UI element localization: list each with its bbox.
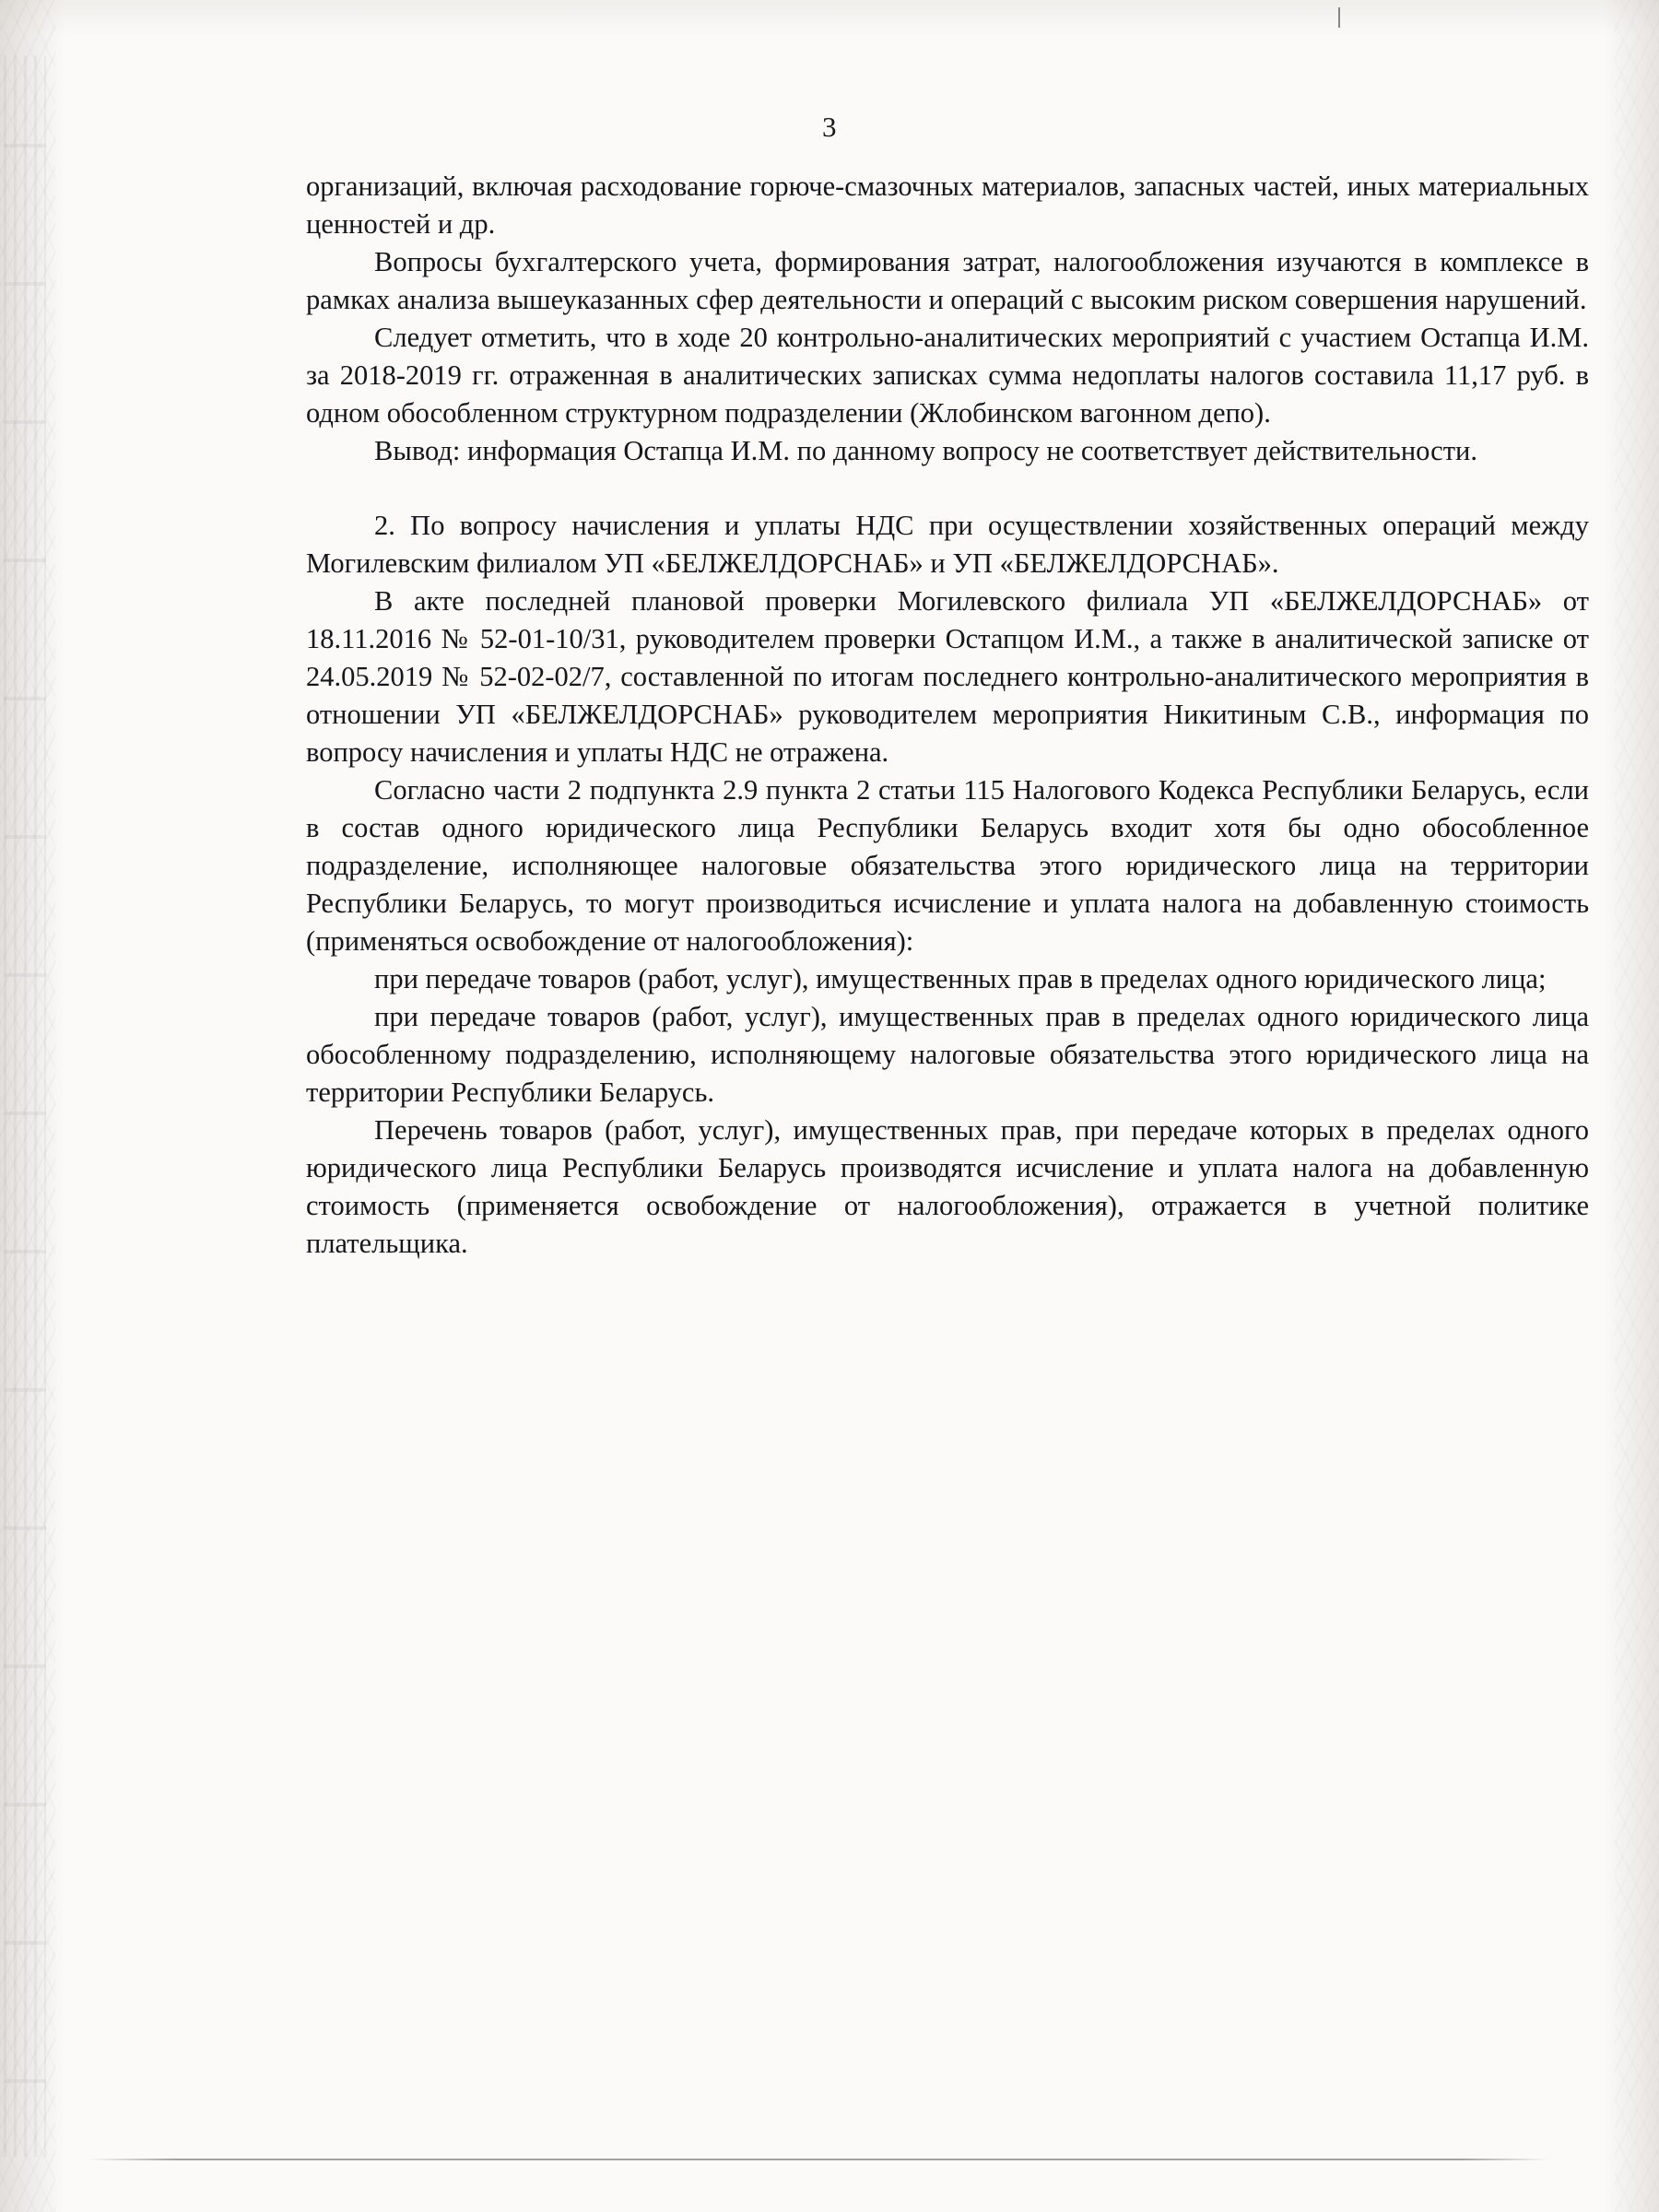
paragraph-3: Следует отметить, что в ходе 20 контрольно-аналитических мероприятий с участием Остапца И.М. за 2018-2019 гг. отраженная в аналитических записках сумма недоплаты налогов составила 11,17 руб. в одном обособленном структурном подразделении (Жлобинском вагонном депо).	[306, 322, 1589, 429]
paragraph-7: Согласно части 2 подпункта 2.9 пункта 2 статьи 115 Налогового Кодекса Республики Беларусь, если в состав одного юридического лица Республики Беларусь входит хотя бы одно обособленное подразделение, исполняющее налоговые обязательства этого юридического лица на территории Республики Беларусь, то могут производиться исчисление и уплата налога на добавленную стоимость (применяться освобождение от налогообложения):	[306, 774, 1589, 958]
paragraph-8: при передаче товаров (работ, услуг), имущественных прав в пределах одного юридического лица;	[374, 963, 1547, 995]
paragraph-5-section-2-heading: 2. По вопросу начисления и уплаты НДС при осуществлении хозяйственных операций между Могилевским филиалом УП «БЕЛЖЕЛДОРСНАБ» и УП «БЕЛЖЕЛДОРСНАБ».	[306, 510, 1589, 580]
paragraph-9: при передаче товаров (работ, услуг), имущественных прав в пределах одного юридического лица обособленному подразделению, исполняющему налоговые обязательства этого юридического лица на территории Республики Беларусь.	[306, 1001, 1589, 1109]
paragraph-1: организаций, включая расходование горюче-смазочных материалов, запасных частей, иных материальных ценностей и др.	[306, 171, 1589, 241]
paragraph-4: Вывод: информация Остапца И.М. по данному вопросу не соответствует действительности.	[374, 435, 1477, 467]
paragraph-6: В акте последней плановой проверки Могилевского филиала УП «БЕЛЖЕЛДОРСНАБ» от 18.11.2016 № 52-01-10/31, руководителем проверки Остапцом И.М., а также в аналитической записке от 24.05.2019 № 52-02-02/7, составленной по итогам последнего контрольно-аналитического мероприятия в отношении УП «БЕЛЖЕЛДОРСНАБ» руководителем мероприятия Никитиным С.В., информация по вопросу начисления и уплаты НДС не отражена.	[306, 585, 1589, 769]
footer-divider	[88, 2159, 1548, 2160]
page-number: 3	[822, 111, 837, 143]
paragraph-2: Вопросы бухгалтерского учета, формирования затрат, налогообложения изучаются в комплексе в рамках анализа вышеуказанных сфер деятельности и операций с высоким риском совершения нарушений.	[306, 246, 1589, 316]
paragraph-10: Перечень товаров (работ, услуг), имущественных прав, при передаче которых в пределах одного юридического лица Республики Беларусь производятся исчисление и уплата налога на добавленную стоимость (применяется освобождение от налогообложения), отражается в учетной политике плательщика.	[306, 1114, 1589, 1260]
body-text	[306, 168, 1589, 1263]
